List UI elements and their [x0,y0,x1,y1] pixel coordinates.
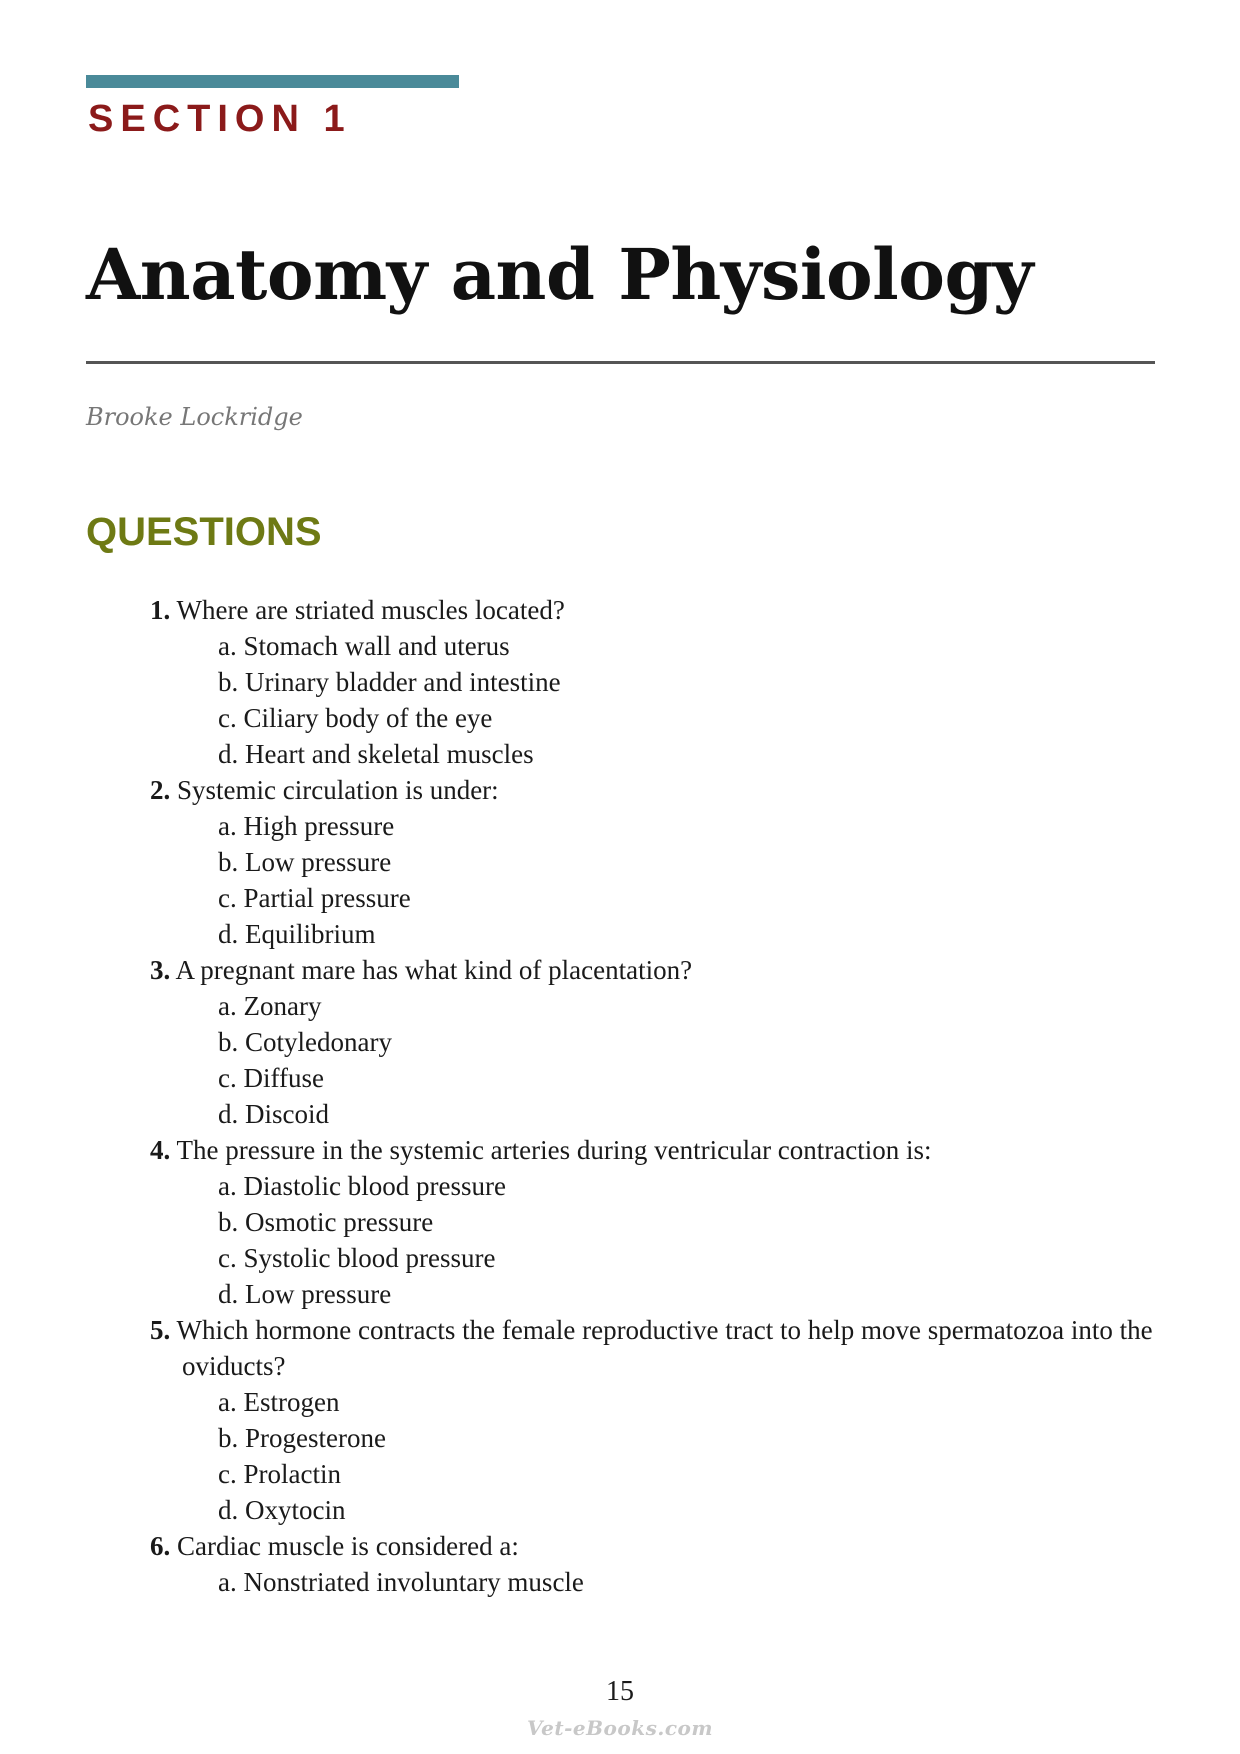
question-stem [150,1312,1160,1384]
answer-option: a. Nonstriated involuntary muscle [218,1567,584,1597]
answer-option: c. Systolic blood pressure [218,1243,496,1273]
answer-option: a. Estrogen [218,1387,340,1417]
title-divider [86,361,1155,364]
author-name: Brooke Lockridge [86,403,303,431]
questions-heading: QUESTIONS [86,510,322,554]
question-stem [150,772,1160,808]
question-text: Cardiac muscle is considered a: [177,1531,519,1561]
question-stem [150,592,1160,628]
question-item [150,1132,1160,1312]
answer-options [150,808,1160,952]
answer-option: d. Heart and skeletal muscles [218,739,534,769]
question-number: 5. [150,1315,171,1345]
question-item [150,772,1160,952]
answer-options [150,1384,1160,1528]
question-number: 6. [150,1531,171,1561]
answer-option: d. Low pressure [218,1279,392,1309]
answer-option: a. Zonary [218,991,322,1021]
question-text: Which hormone contracts the female reproductive tract to help move spermatozoa into the oviducts? [176,1315,1153,1381]
answer-option: d. Discoid [218,1099,329,1129]
answer-option: b. Progesterone [218,1423,386,1453]
answer-option: c. Diffuse [218,1063,324,1093]
section-label: SECTION 1 [88,98,352,140]
chapter-title: Anatomy and Physiology [86,233,1034,316]
page-number: 15 [606,1676,634,1707]
answer-option: a. Diastolic blood pressure [218,1171,506,1201]
answer-option: b. Low pressure [218,847,392,877]
question-item [150,1528,1160,1600]
question-number: 2. [150,775,171,805]
answer-option: c. Ciliary body of the eye [218,703,493,733]
section-bar [86,75,459,88]
question-number: 4. [150,1135,171,1165]
answer-option: a. High pressure [218,811,395,841]
question-text: The pressure in the systemic arteries during ventricular contraction is: [176,1135,932,1165]
question-text: Where are striated muscles located? [176,595,565,625]
question-text: A pregnant mare has what kind of placentation? [175,955,693,985]
watermark-logo: Vet-eBooks.com [526,1716,713,1740]
answer-options [150,988,1160,1132]
question-stem [150,1528,1160,1564]
answer-option: b. Cotyledonary [218,1027,392,1057]
answer-option: d. Oxytocin [218,1495,346,1525]
answer-option: a. Stomach wall and uterus [218,631,510,661]
question-item [150,592,1160,772]
answer-options [150,628,1160,772]
question-stem [150,952,1160,988]
question-number: 3. [150,955,171,985]
question-stem [150,1132,1160,1168]
question-item [150,1312,1160,1528]
answer-option: d. Equilibrium [218,919,376,949]
answer-option: c. Partial pressure [218,883,411,913]
question-item [150,952,1160,1132]
answer-options [150,1564,1160,1600]
answer-option: c. Prolactin [218,1459,341,1489]
question-list [150,592,1160,1600]
answer-option: b. Urinary bladder and intestine [218,667,561,697]
answer-option: b. Osmotic pressure [218,1207,434,1237]
answer-options [150,1168,1160,1312]
question-text: Systemic circulation is under: [177,775,499,805]
question-number: 1. [150,595,171,625]
